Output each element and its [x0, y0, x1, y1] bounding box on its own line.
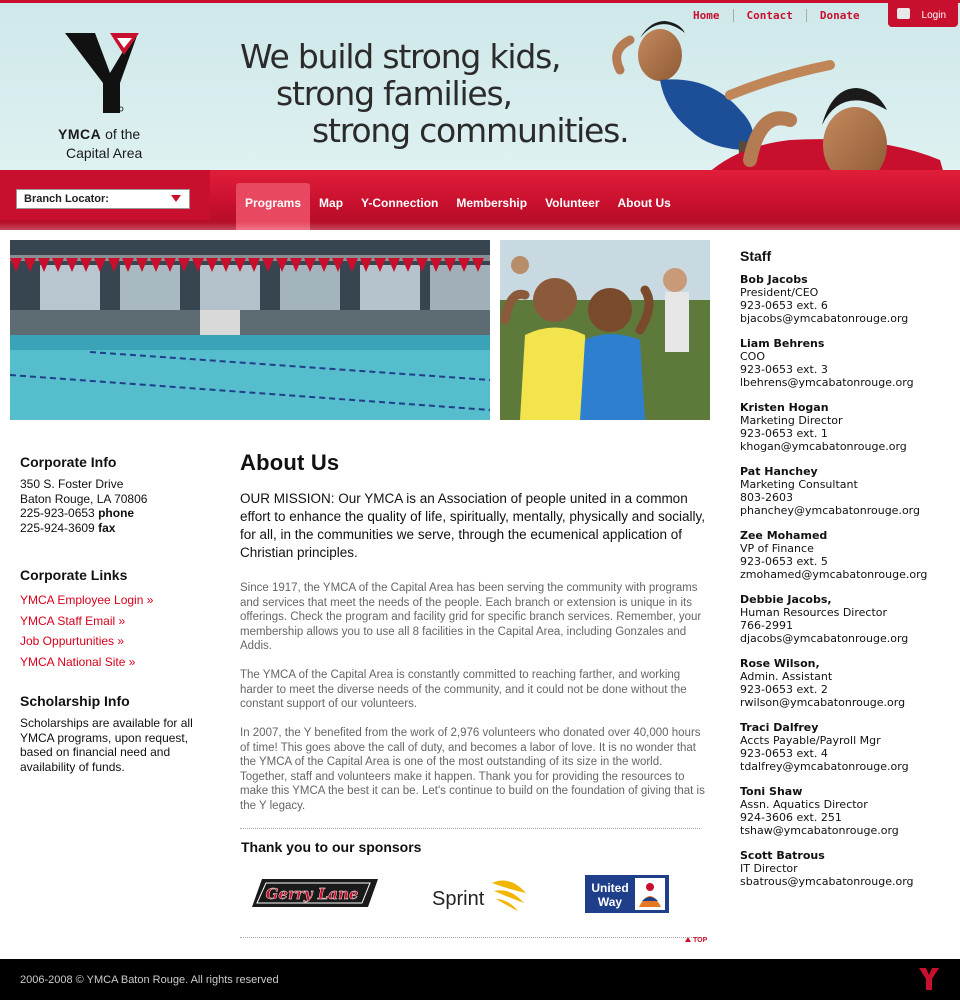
- sponsors-title: Thank you to our sponsors: [241, 838, 422, 855]
- pool-photo: [10, 240, 490, 420]
- chevron-down-icon: [171, 195, 181, 202]
- tagline: We build strong kids, strong families, strong communities.: [240, 37, 629, 150]
- employee-login-link[interactable]: YMCA Employee Login »: [20, 593, 154, 607]
- about-paragraph-2: The YMCA of the Capital Area is constantly committed to reaching farther, and working harder to meet the diverse needs of the community, and it could not be done without the constant support of our volunteers.: [240, 669, 687, 710]
- tab-membership[interactable]: Membership: [456, 196, 528, 210]
- staff-email[interactable]: zmohamed@ymcabatonrouge.org: [740, 568, 928, 581]
- staff-name: Rose Wilson,: [740, 657, 820, 670]
- staff-name: Traci Dalfrey: [740, 721, 819, 734]
- staff-name: Debbie Jacobs,: [740, 593, 832, 606]
- about-paragraph-1: Since 1917, the YMCA of the Capital Area has been serving the community with programs and services that meet the needs of the people. Each branch or extension is unique in its offerings. Check the program and facility grid for specific branch services. Remember, your membership allows you to use all 8 facilities in the Capital Area, including Gonzales and Addis.: [240, 582, 702, 652]
- staff-phone: 803-2603: [740, 491, 793, 504]
- staff-member: [740, 337, 955, 389]
- staff-member: [740, 529, 955, 581]
- left-sidebar: [20, 454, 210, 774]
- staff-name: Scott Batrous: [740, 849, 825, 862]
- staff-member: [740, 785, 955, 837]
- staff-member: [740, 593, 955, 645]
- svg-text:United: United: [591, 880, 629, 895]
- corporate-address: [20, 477, 210, 535]
- branch-locator-area: [0, 170, 210, 220]
- phone-line: 225-923-0653 phone: [20, 506, 135, 520]
- staff-phone: 923-0653 ext. 5: [740, 555, 828, 568]
- printer-icon: [897, 8, 910, 19]
- branch-locator-label: Branch Locator:: [24, 193, 109, 205]
- home-link[interactable]: Home: [693, 9, 720, 22]
- staff-role: Marketing Consultant: [740, 478, 858, 491]
- staff-role: Marketing Director: [740, 414, 843, 427]
- tab-volunteer[interactable]: Volunteer: [545, 196, 600, 210]
- page-title: About Us: [240, 450, 340, 475]
- corporate-links-list: [20, 590, 210, 672]
- footer: [0, 959, 960, 1000]
- divider: [240, 828, 700, 829]
- staff-role: Accts Payable/Payroll Mgr: [740, 734, 881, 747]
- address-line-1: 350 S. Foster Drive: [20, 477, 124, 491]
- staff-role: Assn. Aquatics Director: [740, 798, 868, 811]
- sponsor-logo-sprint[interactable]: [432, 873, 532, 918]
- main-content: [240, 450, 710, 938]
- gerry-lane-wordmark: Gerry Lane: [265, 884, 359, 903]
- staff-role: President/CEO: [740, 286, 819, 299]
- job-opportunities-link[interactable]: Job Oppurtunities »: [20, 634, 125, 648]
- staff-member: [740, 465, 955, 517]
- staff-name: Bob Jacobs: [740, 273, 808, 286]
- staff-phone: 923-0653 ext. 2: [740, 683, 828, 696]
- address-line-2: Baton Rouge, LA 70806: [20, 491, 148, 506]
- staff-member: [740, 721, 955, 773]
- staff-name: Toni Shaw: [740, 785, 803, 798]
- staff-title: Staff: [740, 248, 772, 264]
- staff-email[interactable]: djacobs@ymcabatonrouge.org: [740, 632, 909, 645]
- donate-link[interactable]: Donate: [806, 9, 873, 22]
- staff-member: [740, 849, 955, 888]
- fax-line: 225-924-3609 fax: [20, 520, 116, 535]
- staff-phone: 923-0653 ext. 4: [740, 747, 828, 760]
- scholarship-title: Scholarship Info: [20, 693, 130, 709]
- staff-phone: 923-0653 ext. 3: [740, 363, 828, 376]
- staff-phone: 923-0653 ext. 1: [740, 427, 828, 440]
- utility-links: [680, 9, 873, 22]
- staff-email[interactable]: tshaw@ymcabatonrouge.org: [740, 824, 899, 837]
- login-button[interactable]: [888, 3, 958, 27]
- tab-programs[interactable]: Programs: [236, 183, 310, 230]
- staff-email-link[interactable]: YMCA Staff Email »: [20, 613, 126, 628]
- staff-role: COO: [740, 350, 765, 363]
- logo-area-line: Capital Area: [66, 145, 143, 161]
- staff-member: [740, 401, 955, 453]
- main-navbar: [0, 170, 960, 230]
- tab-about-us[interactable]: About Us: [617, 196, 671, 210]
- staff-email[interactable]: phanchey@ymcabatonrouge.org: [740, 504, 920, 517]
- scholarship-text: Scholarships are available for all YMCA programs, upon request, based on financial need and availability of funds.: [20, 716, 193, 774]
- sponsor-logo-united-way[interactable]: [585, 875, 669, 913]
- tab-map[interactable]: Map: [319, 196, 344, 210]
- staff-email[interactable]: bjacobs@ymcabatonrouge.org: [740, 312, 909, 325]
- staff-phone: 923-0653 ext. 6: [740, 299, 828, 312]
- staff-name: Kristen Hogan: [740, 401, 829, 414]
- national-site-link[interactable]: YMCA National Site »: [20, 654, 136, 669]
- staff-member: [740, 273, 955, 325]
- branch-locator-select[interactable]: [16, 189, 190, 209]
- sponsors-row: [240, 855, 710, 935]
- staff-member: [740, 657, 955, 709]
- mission-statement: OUR MISSION: Our YMCA is an Association of people united in a common effort to enhance the quality of life, spiritually, mentally, physically and socially, for all, in the communities we serve, through the ecumenical application of Christian principles.: [240, 491, 705, 560]
- back-to-top-link[interactable]: TOP: [685, 937, 707, 944]
- corporate-links-title: Corporate Links: [20, 567, 128, 583]
- contact-link[interactable]: Contact: [733, 9, 806, 22]
- sprint-swoosh-icon: [490, 873, 530, 913]
- about-paragraph-3: In 2007, the Y benefited from the work of 2,976 volunteers who donated over 40,000 hours of time! This goes above the call of duty, and becomes a labor of love. It is no wonder that the YMCA of the Capital Area is one of the most outstanding of its size in the world. Together, staff and volunteers make it happen. Thank you for providing the resources to make this YMCA the best it can be. Let's continue to build on the foundation of giving that is the Y legacy.: [240, 727, 705, 812]
- staff-email[interactable]: rwilson@ymcabatonrouge.org: [740, 696, 906, 709]
- staff-email[interactable]: lbehrens@ymcabatonrouge.org: [740, 376, 914, 389]
- navbar-fade: [0, 222, 960, 230]
- ymca-footer-logo[interactable]: [918, 967, 940, 991]
- staff-name: Zee Mohamed: [740, 529, 828, 542]
- staff-role: VP of Finance: [740, 542, 814, 555]
- staff-role: Human Resources Director: [740, 606, 888, 619]
- kids-photo: [500, 240, 710, 420]
- corporate-info-title: Corporate Info: [20, 454, 117, 470]
- tab-y-connection[interactable]: Y-Connection: [361, 196, 439, 210]
- login-label: Login: [921, 9, 946, 21]
- staff-list: [740, 273, 955, 888]
- copyright-text: 2006-2008 © YMCA Baton Rouge. All rights reserved: [20, 974, 279, 986]
- staff-email[interactable]: sbatrous@ymcabatonrouge.org: [740, 875, 914, 888]
- divider: [240, 937, 700, 938]
- staff-email[interactable]: tdalfrey@ymcabatonrouge.org: [740, 760, 909, 773]
- staff-sidebar: [740, 248, 955, 900]
- staff-phone: 924-3606 ext. 251: [740, 811, 842, 824]
- staff-name: Pat Hanchey: [740, 465, 818, 478]
- staff-role: Admin. Assistant: [740, 670, 833, 683]
- staff-role: IT Director: [740, 862, 798, 875]
- staff-phone: 766-2991: [740, 619, 793, 632]
- logo-brand-line: YMCA of the: [58, 126, 141, 142]
- staff-name: Liam Behrens: [740, 337, 825, 350]
- staff-email[interactable]: khogan@ymcabatonrouge.org: [740, 440, 907, 453]
- sprint-wordmark: Sprint: [432, 887, 485, 910]
- svg-text:Way: Way: [597, 894, 623, 909]
- sponsor-logo-gerry-lane[interactable]: [252, 877, 380, 911]
